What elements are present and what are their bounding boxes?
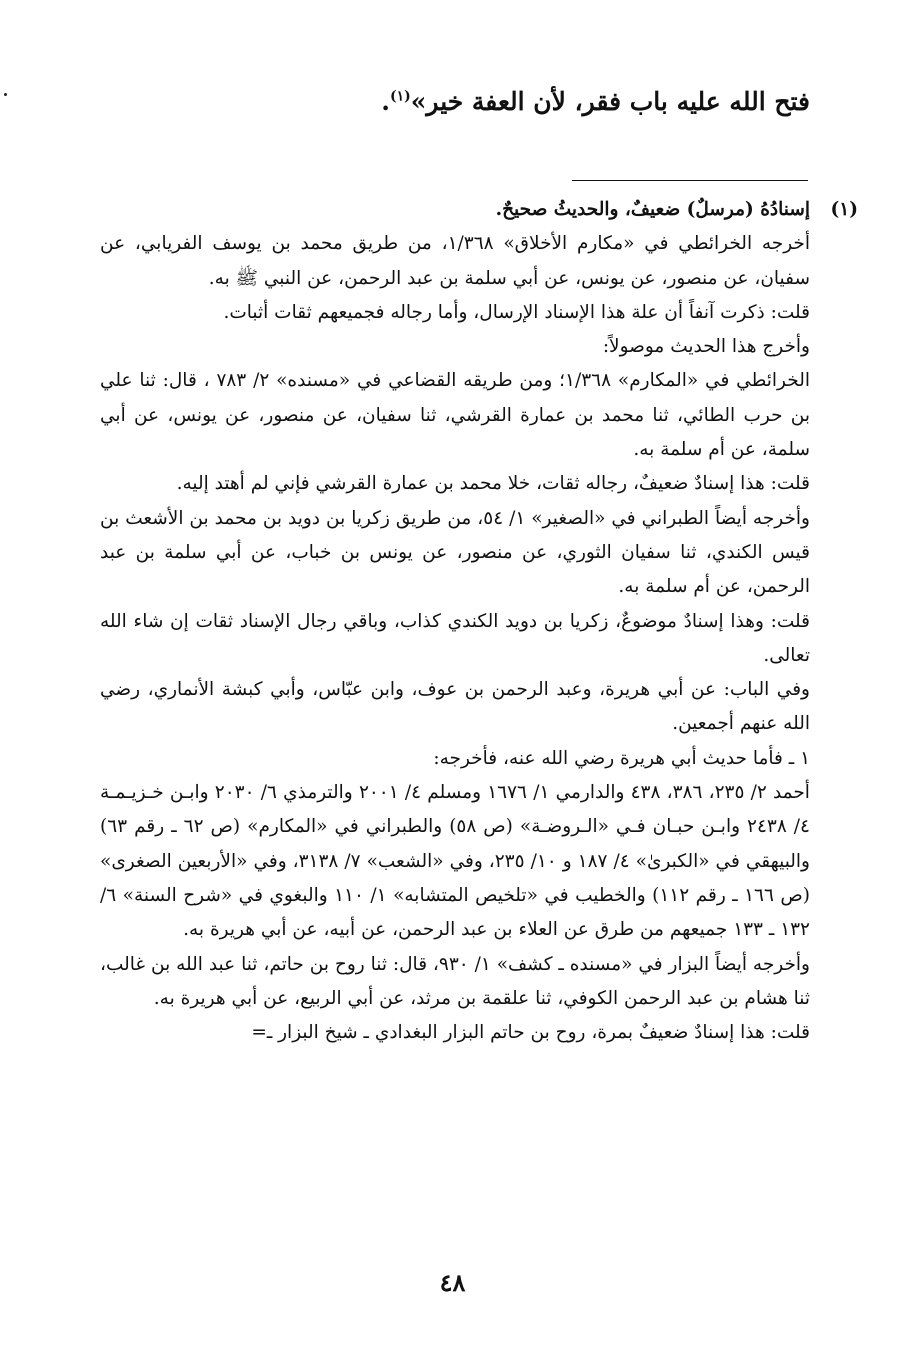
main-text-end: .: [381, 87, 390, 116]
stray-mark: [4, 93, 7, 96]
footnote-separator: [572, 180, 808, 181]
footnote-paragraph: قلت: هذا إسنادٌ ضعيفٌ بمرة، روح بن حاتم البزار البغدادي ـ شيخ البزار ـ=: [251, 1022, 810, 1044]
footnote-number: (١): [830, 199, 858, 220]
footnote-paragraph: أخرجه الخرائطي في «مكارم الأخلاق» ١/٣٦٨، من طريق محمد بن يوسف الفريابي، عن سفيان، عن منصور، عن يونس، عن أبي سلمة بن عبد الرحمن، عن النبي ﷺ به.: [100, 233, 811, 289]
footnote-paragraph: ١ ـ فأما حديث أبي هريرة رضي الله عنه، فأخرجه:: [433, 747, 810, 769]
main-text-line: [90, 82, 810, 122]
main-text: فتح الله عليه باب فقر، لأن العفة خير»: [410, 87, 810, 116]
page-number: ٤٨: [439, 1268, 466, 1297]
footnote-paragraph: أحمد ٢/ ٢٣٥، ٣٨٦، ٤٣٨ والدارمي ١/ ١٦٧٦ ومسلم ٤/ ٢٠٠١ والترمذي ٦/ ٢٠٣٠ وابـن خـزيـمـة ٤/ ٢٤٣٨ وابـن حبـان فـي «الـروضـة» (ص ٥٨) والطبراني في «المكارم» (ص ٦٢ ـ رقم ٦٣) والبيهقي في «الكبرىٰ» ٤/ ١٨٧ و ١٠/ ٢٣٥، وفي «الشعب» ٧/ ٣١٣٨، وفي «الأربعين الصغرى» (ص ١٦٦ ـ رقم ١١٢) والخطيب في «تلخيص المتشابه» ١/ ١١٠ والبغوي في «شرح السنة» ٦/ ١٣٢ ـ ١٣٣ جميعهم من طرق عن العلاء بن عبد الرحمن، عن أبيه، عن أبي هريرة به.: [100, 782, 810, 941]
footnote-paragraph: وأخرجه أيضاً الطبراني في «الصغير» ١/ ٥٤، من طريق زكريا بن دويد بن محمد بن الأشعث بن قيس الكندي، ثنا سفيان الثوري، عن منصور، عن يونس بن خباب، عن أبي سلمة بن عبد الرحمن، عن أم سلمة به.: [100, 507, 810, 598]
footnote-paragraph: وأخرج هذا الحديث موصولاً:: [602, 336, 810, 358]
footnote-paragraph: الخرائطي في «المكارم» ١/٣٦٨؛ ومن طريقه القضاعي في «مسنده» ٢/ ٧٨٣ ، قال: ثنا علي بن حرب الطائي، ثنا محمد بن عمارة القرشي، ثنا سفيان، عن منصور، عن يونس، عن أبي سلمة، عن أم سلمة به.: [100, 370, 810, 461]
footnote-paragraph: قلت: هذا إسنادٌ ضعيفٌ، رجاله ثقات، خلا محمد بن عمارة القرشي فإني لم أهتد إليه.: [176, 473, 810, 495]
footnote-paragraph: وأخرجه أيضاً البزار في «مسنده ـ كشف» ١/ ٩٣٠، قال: ثنا روح بن حاتم، ثنا عبد الله بن غالب، ثنا هشام بن عبد الرحمن الكوفي، ثنا علقمة بن مرثد، عن أبي الربيع، عن أبي هريرة به.: [100, 953, 810, 1009]
footnote-paragraph: قلت: وهذا إسنادٌ موضوعٌ، زكريا بن دويد الكندي كذاب، وباقي رجال الإسناد ثقات إن شاء الله تعالى.: [100, 610, 810, 666]
footnote-reference: (١): [390, 88, 411, 105]
footnote-paragraph: وفي الباب: عن أبي هريرة، وعبد الرحمن بن عوف، وابن عبّاس، وأبي كبشة الأنماري، رضي الله عنهم أجمعين.: [100, 679, 810, 735]
footnote-block: [100, 193, 858, 1050]
footnote-paragraph: قلت: ذكرت آنفاً أن علة هذا الإسناد الإرسال، وأما رجاله فجميعهم ثقات أثبات.: [223, 301, 810, 323]
footnote-heading: إسنادُهُ (مرسلٌ) ضعيفٌ، والحديثُ صحيحٌ.: [495, 199, 810, 220]
